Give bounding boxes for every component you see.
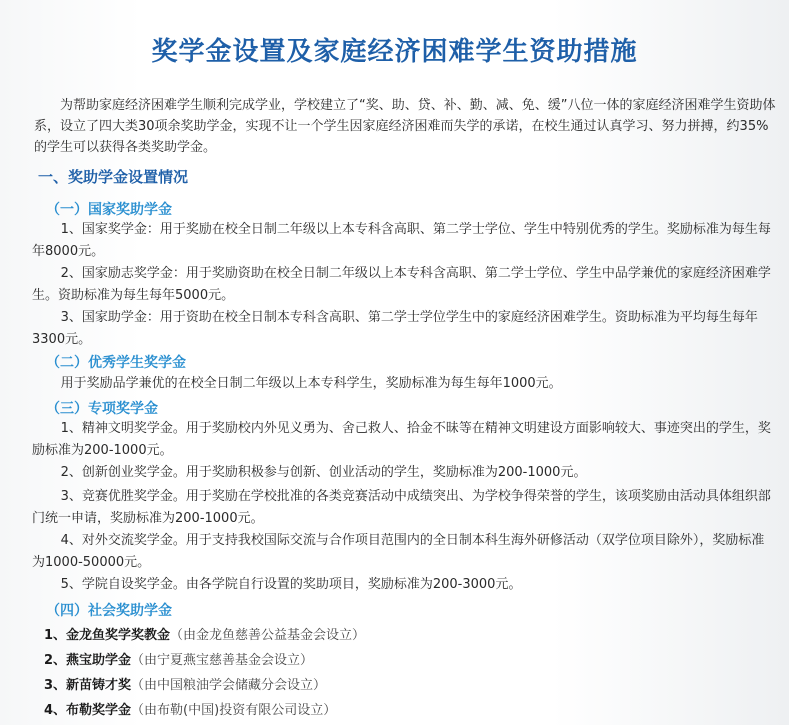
social-item-3 (44, 674, 326, 693)
social-item-name: 3、新苗铸才奖 (44, 678, 132, 693)
social-item-note: （由金龙鱼慈善公益基金会设立） (170, 628, 366, 643)
national-item-2: 2、国家励志奖学金：用于奖励资助在校全日制二年级以上本专科含高职、第二学士学位、学生中品学兼优的家庭经济困难学生。资助标准为每生每年5000元。 (32, 266, 771, 303)
social-item-1 (44, 624, 365, 643)
excellent-text: 用于奖励品学兼优的在校全日制二年级以上本专科学生，奖励标准为每生每年1000元。 (60, 376, 562, 391)
special-item-2: 2、创新创业奖学金。用于奖励积极参与创新、创业活动的学生，奖励标准为200-1000元。 (60, 465, 587, 480)
intro-paragraph: 为帮助家庭经济困难学生顺利完成学业，学校建立了“奖、助、贷、补、勤、减、免、缓”八位一体的家庭经济困难学生资助体系，设立了四大类30项余奖助学金，实现不让一个学生因家庭经济困难而失学的承诺，在校生通过认真学习、努力拼搏，约35%的学生可以获得各类奖助学金。 (34, 98, 776, 155)
subsection-heading-excellent: （二）优秀学生奖学金 (46, 355, 186, 371)
social-item-name: 4、布勒奖学金 (44, 703, 132, 718)
subsection-heading-social: （四）社会奖助学金 (46, 603, 172, 619)
special-item-3: 3、竞赛优胜奖学金。用于奖励在学校批准的各类竞赛活动中成绩突出、为学校争得荣誉的学生，该项奖励由活动具体组织部门统一申请，奖励标准为200-1000元。 (32, 489, 771, 526)
social-item-name: 1、金龙鱼奖学奖教金 (44, 628, 171, 643)
special-item-5: 5、学院自设奖学金。由各学院自行设置的奖助项目，奖励标准为200-3000元。 (60, 577, 522, 592)
special-item-4: 4、对外交流奖学金。用于支持我校国际交流与合作项目范围内的全日制本科生海外研修活动（双学位项目除外），奖励标准为1000-50000元。 (32, 533, 765, 570)
social-item-note: （由中国粮油学会储藏分会设立） (131, 678, 327, 693)
national-item-1: 1、国家奖学金：用于奖励在校全日制二年级以上本专科含高职、第二学士学位、学生中特别优秀的学生。奖励标准为每生每年8000元。 (32, 222, 771, 259)
special-item-1: 1、精神文明奖学金。用于奖励校内外见义勇为、舍己救人、拾金不昧等在精神文明建设方面影响较大、事迹突出的学生，奖励标准为200-1000元。 (32, 421, 771, 458)
subsection-heading-national: （一）国家奖助学金 (46, 202, 172, 218)
section-heading-scholarship-settings: 一、奖助学金设置情况 (38, 168, 189, 186)
social-item-4 (44, 699, 336, 718)
social-item-name: 2、燕宝助学金 (44, 653, 132, 668)
page-title: 奖学金设置及家庭经济困难学生资助措施 (151, 37, 638, 68)
national-item-3: 3、国家助学金：用于资助在校全日制本专科含高职、第二学士学位学生中的家庭经济困难学生。资助标准为平均每生每年3300元。 (32, 310, 758, 347)
social-item-note: （由布勒(中国)投资有限公司设立） (131, 703, 337, 718)
social-item-2 (44, 649, 313, 668)
social-item-note: （由宁夏燕宝慈善基金会设立） (131, 653, 314, 668)
subsection-heading-special: （三）专项奖学金 (46, 401, 158, 417)
